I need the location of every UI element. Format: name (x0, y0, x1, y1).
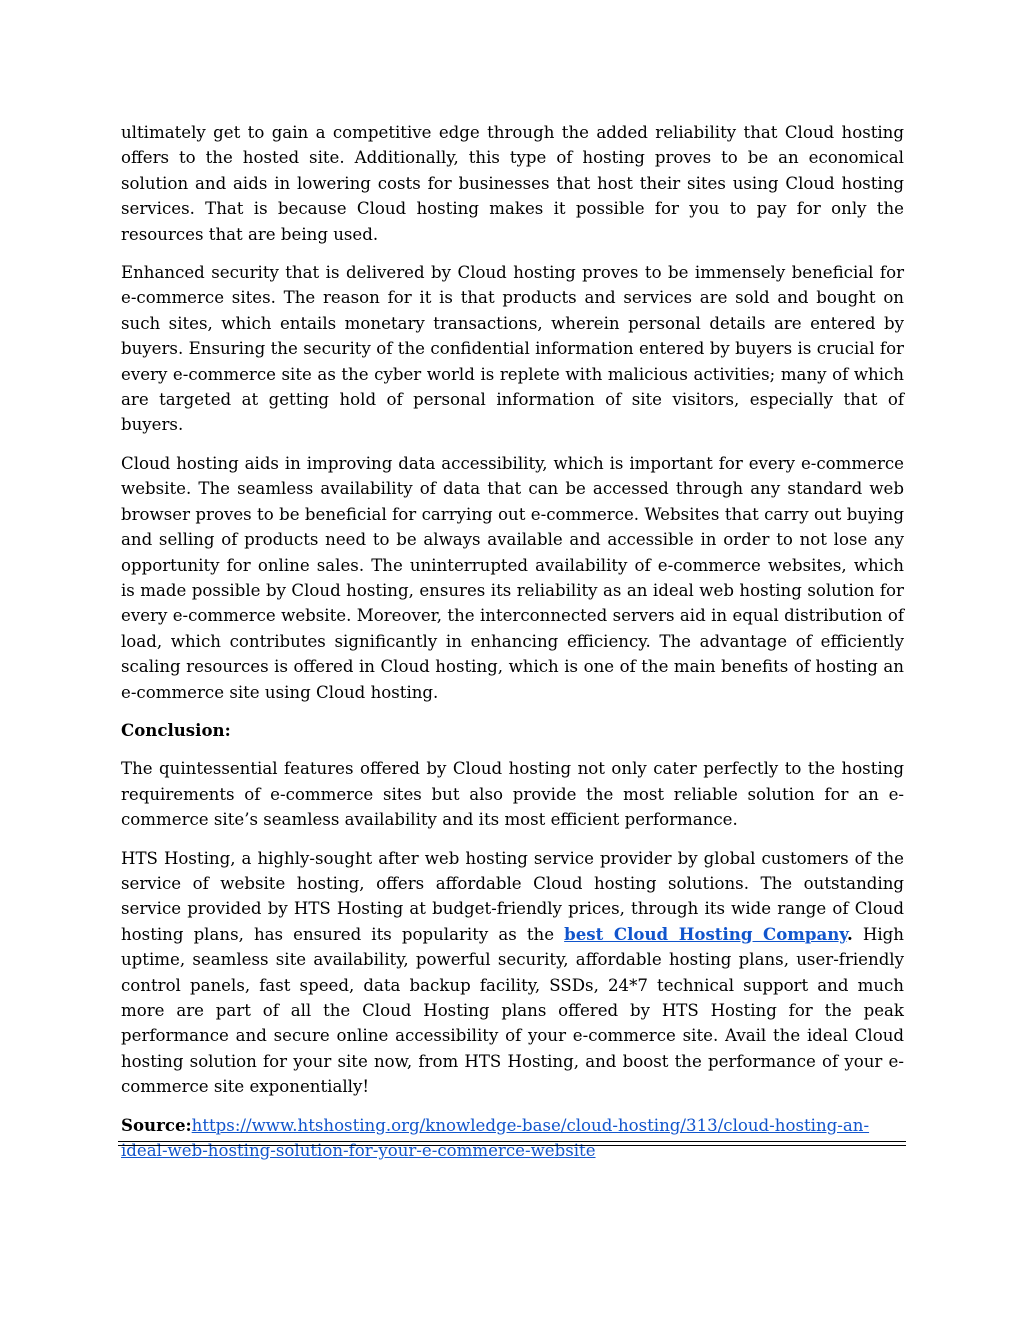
body-paragraph-security: Enhanced security that is delivered by Cloud hosting proves to be immensely beneficial for e-commerce sites. The reason for it is that products and services are sold and bought on such sites, which entails monetary transactions, wherein personal details are entered by buyers. Ensuring the security of the confidential information entered by buyers is crucial for every e-commerce site as the cyber world is replete with malicious activities; many of which are targeted at getting hold of personal information of site visitors, especially that of buyers. (121, 263, 904, 435)
best-cloud-hosting-company-link[interactable]: best Cloud Hosting Company (564, 923, 848, 944)
body-paragraph-data-accessibility: Cloud hosting aids in improving data accessibility, which is important for every e-commerce website. The seamless availability of data that can be accessed through any standard web browser proves to be beneficial for carrying out e-commerce. Websites that carry out buying and selling of products need to be always available and accessible in order to not lose any opportunity for online sales. The uninterrupted availability of e-commerce websites, which is made possible by Cloud hosting, ensures its reliability as an ideal web hosting solution for every e-commerce website. Moreover, the interconnected servers aid in equal distribution of load, which contributes significantly in enhancing efficiency. The advantage of efficiently scaling resources is offered in Cloud hosting, which is one of the main benefits of hosting an e-commerce site using Cloud hosting. (121, 453, 904, 702)
double-horizontal-rule (118, 1141, 906, 1146)
hts-hosting-paragraph (121, 846, 904, 1100)
link-trailing-period: . (847, 923, 853, 944)
source-line (121, 1113, 904, 1164)
conclusion-paragraph: The quintessential features offered by Cloud hosting not only cater perfectly to the hosting requirements of e-commerce sites but also provide the most reliable solution for an e-commerce site’s seamless availability and its most efficient performance. (121, 759, 904, 830)
source-url-link[interactable]: https://www.htshosting.org/knowledge-base/cloud-hosting/313/cloud-hosting-an-ideal-web-hosting-solution-for-your-e-commerce-website (121, 1115, 870, 1161)
document-page (121, 120, 904, 1163)
hts-paragraph-text-start: HTS Hosting, a highly-sought after web hosting service provider by global customers of the service of website hosting, offers affordable Cloud hosting solutions. The outstanding service provided by HTS Hosting at budget-friendly prices, through its wide range of Cloud hosting plans, has ensured its popularity as the (121, 848, 904, 944)
conclusion-heading: Conclusion: (121, 719, 231, 740)
body-paragraph-competitive-edge: ultimately get to gain a competitive edge through the added reliability that Cloud hosting offers to the hosted site. Additionally, this type of hosting proves to be an economical solution and aids in lowering costs for businesses that host their sites using Cloud hosting services. That is because Cloud hosting makes it possible for you to pay for only the resources that are being used. (121, 123, 904, 244)
hts-paragraph-text-end: High uptime, seamless site availability, powerful security, affordable hosting plans, user-friendly control panels, fast speed, data backup facility, SSDs, 24*7 technical support and much more are part of all the Cloud Hosting plans offered by HTS Hosting for the peak performance and secure online accessibility of your e-commerce site. Avail the ideal Cloud hosting solution for your site now, from HTS Hosting, and boost the performance of your e-commerce site exponentially! (121, 924, 904, 1097)
source-label: Source: (121, 1114, 192, 1135)
